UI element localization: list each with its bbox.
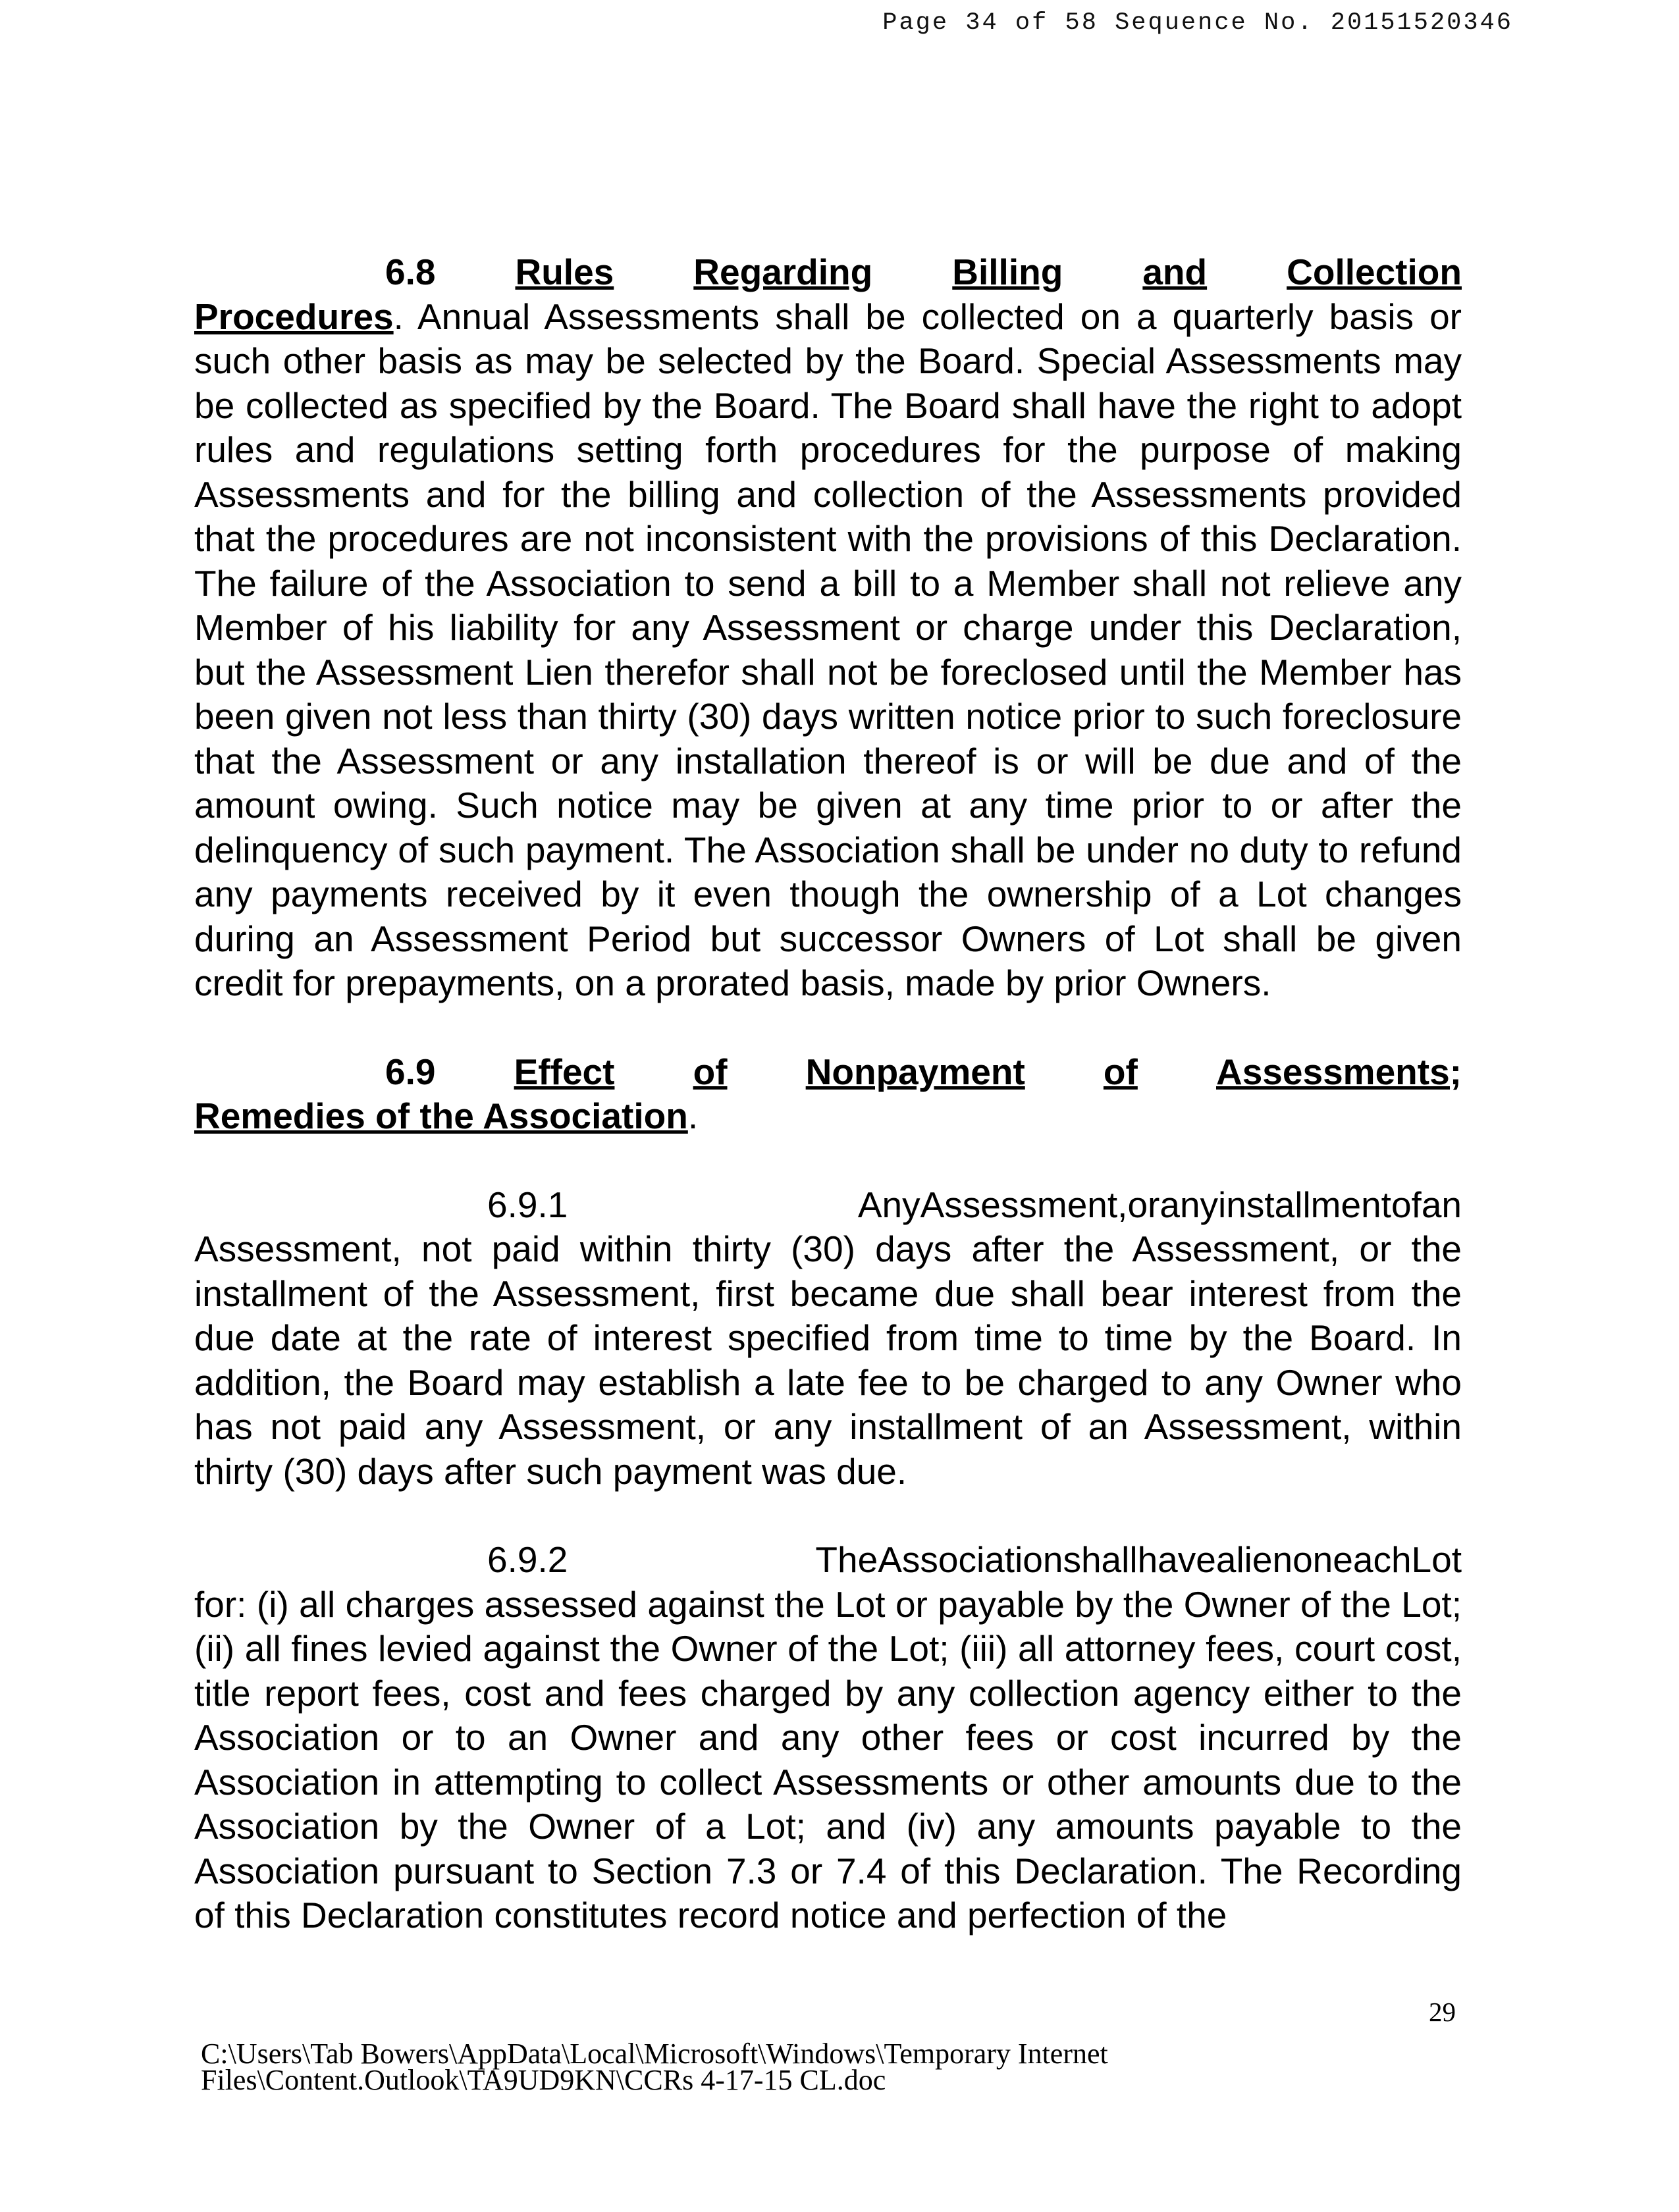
heading-word: Nonpayment <box>805 1051 1025 1092</box>
section-6-9-heading-tail-line <box>194 1094 1462 1139</box>
lead-word: a <box>1215 1539 1237 1580</box>
lead-word: Assessment, <box>920 1184 1128 1225</box>
fax-header: Page 34 of 58 Sequence No. 20151520346 <box>882 9 1513 37</box>
section-6-8-paragraph <box>194 295 1462 1006</box>
heading-word: and <box>1142 251 1208 292</box>
file-path-line-2: Files\Content.Outlook\TA9UD9KN\CCRs 4-17-15 CL.doc <box>201 2064 886 2096</box>
heading-word: Collection <box>1287 251 1462 292</box>
heading-word: Regarding <box>693 251 873 292</box>
section-6-9-2-lead <box>194 1538 1462 1583</box>
lead-word: each <box>1333 1539 1412 1580</box>
heading-word: Rules <box>515 251 614 292</box>
lead-word: shall <box>1063 1539 1138 1580</box>
lead-word: an <box>1421 1184 1462 1225</box>
document-body <box>194 250 1462 1938</box>
lead-word: Lot <box>1411 1539 1462 1580</box>
lead-word: installment <box>1218 1184 1391 1225</box>
section-6-9-heading <box>194 1050 1462 1095</box>
lead-word: of <box>1391 1184 1422 1225</box>
section-6-8-body: . Annual Assessments shall be collected on a quarterly basis or such other basis as may be selected by the Board. Special Assessments may be collected as specified by the Board. The Board shall have the right to adopt rules and regulations setting forth procedures for the purpose of making Assessments and for the billing and collection of the Assessments provided that the procedures are not inconsistent with the provisions of this Declaration. The failure of the Association to send a bill to a Member shall not relieve any Member of his liability for any Assessment or charge under this Declaration, but the Assessment Lien therefor shall not be foreclosed until the Member has been given not less than thirty (30) days written notice prior to such foreclosure that the Assessment or any installation thereof is or will be due and of the amount owing. Such notice may be given at any time prior to or after the delinquency of such payment. The Association shall be under no duty to refund any payments received by it even though the ownership of a Lot changes during an Assessment Period but successor Owners of Lot shall be given credit for prepayments, on a prorated basis, made by prior Owners. <box>194 296 1462 1003</box>
section-6-8-heading <box>194 250 1462 295</box>
heading-word: Effect <box>514 1051 615 1092</box>
section-6-9-heading-tail: Remedies of the Association <box>194 1095 688 1136</box>
lead-word: The <box>815 1539 878 1580</box>
lead-word: have <box>1137 1539 1216 1580</box>
section-number: 6.9.1 <box>487 1184 568 1225</box>
file-path-line-1: C:\Users\Tab Bowers\AppData\Local\Microsoft\Windows\Temporary Internet <box>201 2038 1108 2070</box>
lead-word: any <box>1159 1184 1219 1225</box>
heading-word: of <box>693 1051 728 1092</box>
section-6-9-1-body: Assessment, not paid within thirty (30) days after the Assessment, or the installment of the Assessment, first became due shall bear interest from the due date at the rate of interest specified from time to time by the Board. In addition, the Board may establish a late fee to be charged to any Owner who has not paid any Assessment, or any installment of an Assessment, within thirty (30) days after such payment was due. <box>194 1228 1462 1492</box>
heading-word: Billing <box>952 251 1063 292</box>
lead-word: or <box>1127 1184 1160 1225</box>
heading-word: Assessments; <box>1216 1051 1462 1092</box>
heading-word: of <box>1103 1051 1138 1092</box>
section-6-8-heading-tail: Procedures <box>194 296 394 337</box>
section-6-9-heading-end: . <box>687 1095 699 1136</box>
section-6-9-1-lead <box>194 1183 1462 1228</box>
section-number: 6.8 <box>385 251 436 292</box>
section-number: 6.9 <box>385 1051 436 1092</box>
section-6-9-2-body: for: (i) all charges assessed against the Lot or payable by the Owner of the Lot; (ii) all fines levied against the Owner of the Lot; (iii) all attorney fees, court cost, title report fees, cost and fees charged by any collection agency either to the Association or to an Owner and any other fees or cost incurred by the Association in attempting to collect Assessments or other amounts due to the Association by the Owner of a Lot; and (iv) any amounts payable to the Association pursuant to Section 7.3 or 7.4 of this Declaration. The Recording of this Declaration constitutes record notice and perfection of the <box>194 1583 1462 1936</box>
file-path-footer <box>201 2038 1108 2096</box>
lead-word: lien <box>1236 1539 1293 1580</box>
lead-word: on <box>1293 1539 1333 1580</box>
section-number: 6.9.2 <box>487 1539 568 1580</box>
page-number: 29 <box>1429 1997 1456 2027</box>
lead-word: Any <box>857 1184 920 1225</box>
lead-word: Association <box>878 1539 1063 1580</box>
